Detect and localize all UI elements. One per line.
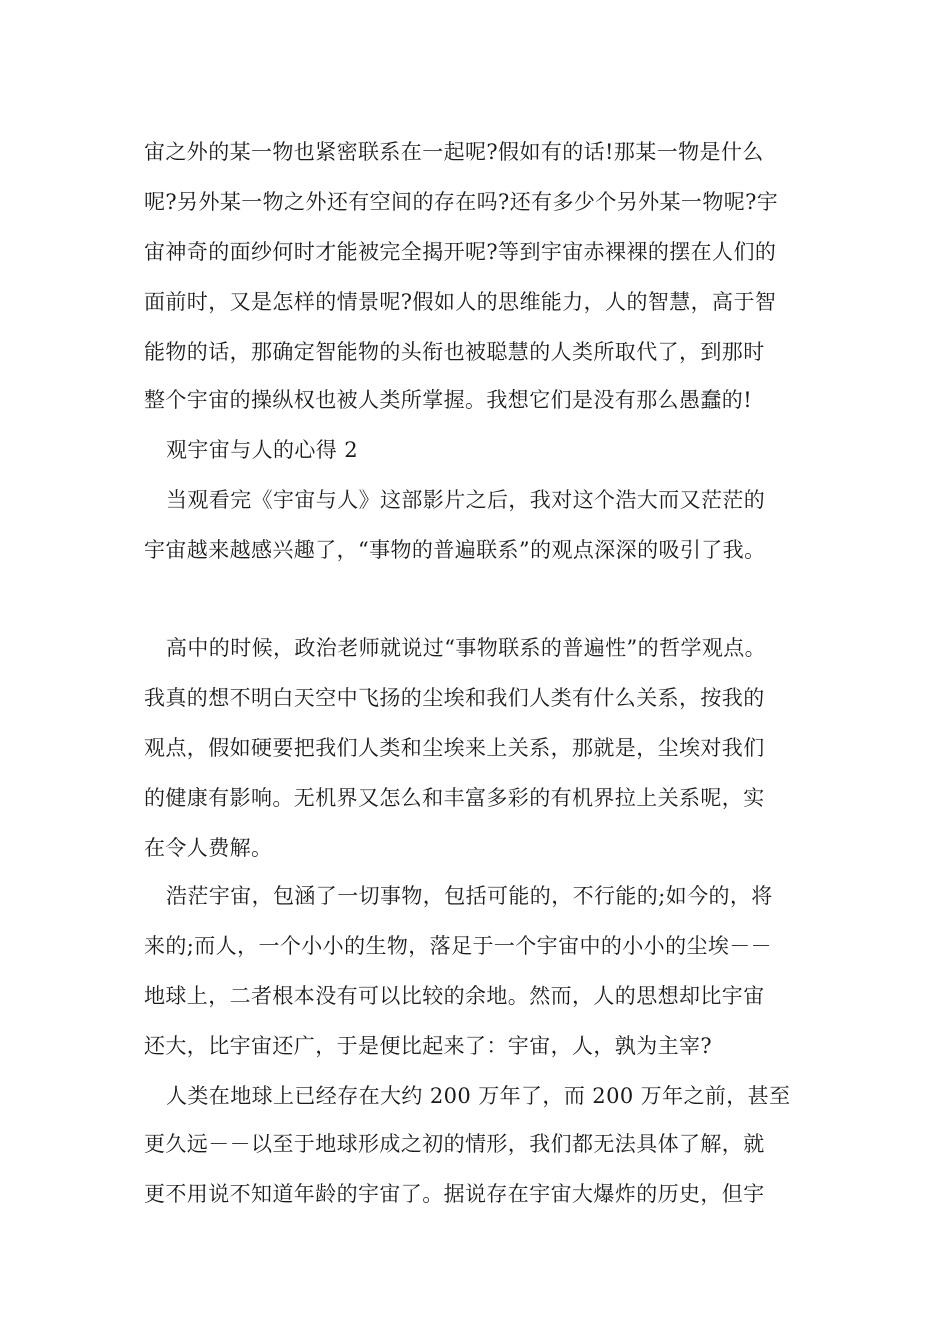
text-line: 宇宙越来越感兴趣了，“事物的普遍联系”的观点深深的吸引了我。 (144, 538, 766, 562)
section-heading: 观宇宙与人的心得 2 (166, 438, 359, 462)
text-line: 地球上，二者根本没有可以比较的余地。然而，人的思想却比宇宙 (144, 984, 765, 1008)
text-line: 更不用说不知道年龄的宇宙了。据说存在宇宙大爆炸的历史，但宇 (144, 1182, 765, 1206)
text-line: 能物的话，那确定智能物的头衔也被聪慧的人类所取代了，到那时 (144, 340, 765, 364)
text-line: 当观看完《宇宙与人》这部影片之后，我对这个浩大而又茫茫的 (166, 488, 766, 512)
text-line: 更久远－－以至于地球形成之初的情形，我们都无法具体了解，就 (144, 1132, 765, 1156)
text-line: 高中的时候，政治老师就说过“事物联系的普遍性”的哲学观点。 (166, 636, 767, 660)
text-line: 来的;而人，一个小小的生物，落足于一个宇宙中的小小的尘埃－－ (144, 934, 773, 958)
text-line: 观点，假如硬要把我们人类和尘埃来上关系，那就是，尘埃对我们 (144, 736, 765, 760)
text-line: 宙神奇的面纱何时才能被完全揭开呢?等到宇宙赤裸裸的摆在人们的 (144, 240, 777, 264)
text-line: 我真的想不明白天空中飞扬的尘埃和我们人类有什么关系，按我的 (144, 686, 765, 710)
text-line: 面前时，又是怎样的情景呢?假如人的思维能力，人的智慧，高于智 (144, 290, 777, 314)
text-line: 还大，比宇宙还广，于是便比起来了：宇宙，人，孰为主宰? (144, 1034, 713, 1058)
text-line: 浩茫宇宙，包涵了一切事物，包括可能的，不行能的;如今的，将 (166, 884, 773, 908)
text-line: 宙之外的某一物也紧密联系在一起呢?假如有的话!那某一物是什么 (144, 140, 764, 164)
text-line: 在令人费解。 (144, 836, 273, 860)
text-line: 呢?另外某一物之外还有空间的存在吗?还有多少个另外某一物呢?宇 (144, 190, 779, 214)
text-line: 整个宇宙的操纵权也被人类所掌握。我想它们是没有那么愚蠢的! (144, 388, 753, 412)
text-line: 的健康有影响。无机界又怎么和丰富多彩的有机界拉上关系呢，实 (144, 786, 765, 810)
text-line: 人类在地球上已经存在大约 200 万年了，而 200 万年之前，甚至 (166, 1084, 791, 1108)
